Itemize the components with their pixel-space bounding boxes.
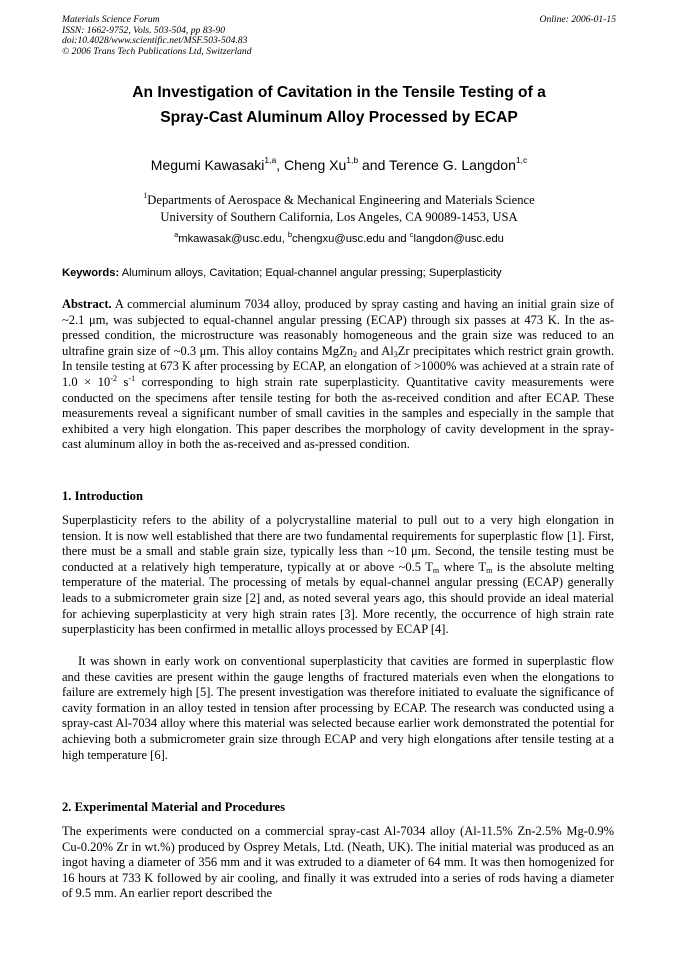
abstract-text: and Al xyxy=(356,343,394,358)
affiliation-line-2: University of Southern California, Los Angeles, CA 90089-1453, USA xyxy=(160,210,518,224)
keywords xyxy=(62,266,616,280)
author-name: Terence G. Langdon xyxy=(389,157,516,173)
experimental-paragraph-1: The experiments were conducted on a commercial spray-cast Al-7034 alloy (Al-11.5% Zn-2.5% Mg-0.9% Cu-0.20% Zr in wt.%) produced by Osprey Metals, Ltd. (Neath, UK). The initial material was produced as an ingot having a diameter of 356 mm and it was extruded to a diameter of 64 mm. It was then homogenized for 16 hours at 733 K followed by air cooling, and finally it was extruded into a series of rods having a diameter of 9.5 mm. An earlier report described the xyxy=(62,824,614,901)
keywords-label: Keywords: xyxy=(62,267,120,279)
copyright-line: © 2006 Trans Tech Publications Ltd, Switzerland xyxy=(62,45,252,57)
author-affiliation-mark: 1,c xyxy=(515,155,528,165)
keywords-text: Aluminum alloys, Cavitation; Equal-channel angular pressing; Superplasticity xyxy=(119,267,502,279)
subscript: 3 xyxy=(393,349,398,359)
superscript: -1 xyxy=(128,373,136,383)
affiliation-line-1 xyxy=(62,192,616,209)
paragraph-text: where T xyxy=(439,559,487,574)
abstract xyxy=(62,297,614,453)
online-date: Online: 2006-01-15 xyxy=(539,14,616,25)
issn-line: ISSN: 1662-9752, Vols. 503-504, pp 83-90 xyxy=(62,24,226,36)
title-line-2: Spray-Cast Aluminum Alloy Processed by ECAP xyxy=(160,109,518,126)
author-separator: and xyxy=(358,157,389,173)
paragraph-text: Superplasticity refers to the ability of a polycrystalline material to pull out to a very high elongation in tension. It is now well established that there are two fundamental requirements for superplastic flow [1]. First, there must be a small and stable grain size, typically less than ~10 μm. Second, the tensile testing must be conducted at a relatively high temperature, typically at or above ~0.5 T xyxy=(62,513,614,574)
abstract-text: s xyxy=(116,374,129,389)
affiliation-department: Departments of Aerospace & Mechanical Engineering and Materials Science xyxy=(147,193,535,207)
abstract-text: corresponding to high strain rate superplasticity. Quantitative cavity measurements were conducted on the specimens after tensile testing for both the as-received condition and after ECAP. These measurements reveal a significant number of small cavities in the samples and especially in the sample that exhibited a very high elongation. This paper describes the morphology of cavity development in the spray-cast aluminum alloy in both the as-received and as-pressed condition. xyxy=(62,374,614,452)
email-address: mkawasak@usc.edu, xyxy=(178,233,288,245)
abstract-text: Zr precipitates which restrict grain growth. In tensile testing at 673 K after processing by ECAP, an elongation of >1000% was achieved at a strain rate of 1.0 × 10 xyxy=(62,343,615,389)
email-mark: a xyxy=(174,230,179,239)
doi-line: doi:10.4028/www.scientific.net/MSF.503-504.83 xyxy=(62,35,248,47)
subscript: m xyxy=(432,565,440,575)
section-heading-introduction: 1. Introduction xyxy=(62,489,143,503)
author-name: Cheng Xu xyxy=(284,157,347,173)
abstract-label: Abstract. xyxy=(62,297,112,311)
abstract-text: A commercial aluminum 7034 alloy, produced by spray casting and having an initial grain size of ~2.1 μm, was subjected to equal-channel angular pressing (ECAP) through six passes at 473 K. In the as-pressed condition, the microstructure was reasonably homogeneous and the grain size was reduced to an ultrafine grain size of ~0.3 μm. This alloy contains MgZn xyxy=(62,297,614,358)
journal-name: Materials Science Forum xyxy=(62,14,160,25)
author-affiliation-mark: 1,a xyxy=(264,155,277,165)
introduction-paragraph-1 xyxy=(62,513,614,638)
title-line-1: An Investigation of Cavitation in the Tensile Testing of a xyxy=(132,84,546,101)
paragraph-text: is the absolute melting temperature of the material. The processing of metals by equal-channel angular pressing (ECAP) generally leads to a submicrometer grain size [2] and, as noted several years ago, this should provide an ideal material for achieving superplasticity at very high strain rates [3]. More recently, the occurrence of high strain rate superplasticity has been confirmed in metallic alloys processed by ECAP [4]. xyxy=(62,559,614,637)
subscript: m xyxy=(486,565,493,575)
journal-header xyxy=(62,15,616,57)
introduction-paragraph-2: It was shown in early work on conventional superplasticity that cavities are formed in superplastic flow and these cavities are present within the gauge lengths of fractured materials even when the elongations to failure are extremely high [5]. The present investigation was therefore initiated to evaluate the significance of cavity formation in an alloy tested in tension after processing by ECAP. The research was conducted using a spray-cast Al-7034 alloy where this material was selected because earlier work demonstrated the potential for achieving both a submicrometer grain size through ECAP and very high elongations after tensile testing at a high temperature [6]. xyxy=(62,654,614,762)
subscript: 2 xyxy=(352,349,357,359)
author-list xyxy=(62,156,616,174)
affiliation-mark: 1 xyxy=(143,191,148,200)
author-emails xyxy=(62,232,616,246)
paper-title xyxy=(62,80,616,130)
email-mark: c xyxy=(409,230,414,239)
email-address: langdon@usc.edu xyxy=(413,233,504,245)
email-mark: b xyxy=(287,230,293,239)
affiliation xyxy=(62,192,616,226)
superscript: -2 xyxy=(110,373,117,383)
email-address: chengxu@usc.edu and xyxy=(292,233,410,245)
section-heading-experimental: 2. Experimental Material and Procedures xyxy=(62,800,286,814)
author-affiliation-mark: 1,b xyxy=(346,155,359,165)
author-name: Megumi Kawasaki xyxy=(150,157,265,173)
author-separator: , xyxy=(276,157,284,173)
